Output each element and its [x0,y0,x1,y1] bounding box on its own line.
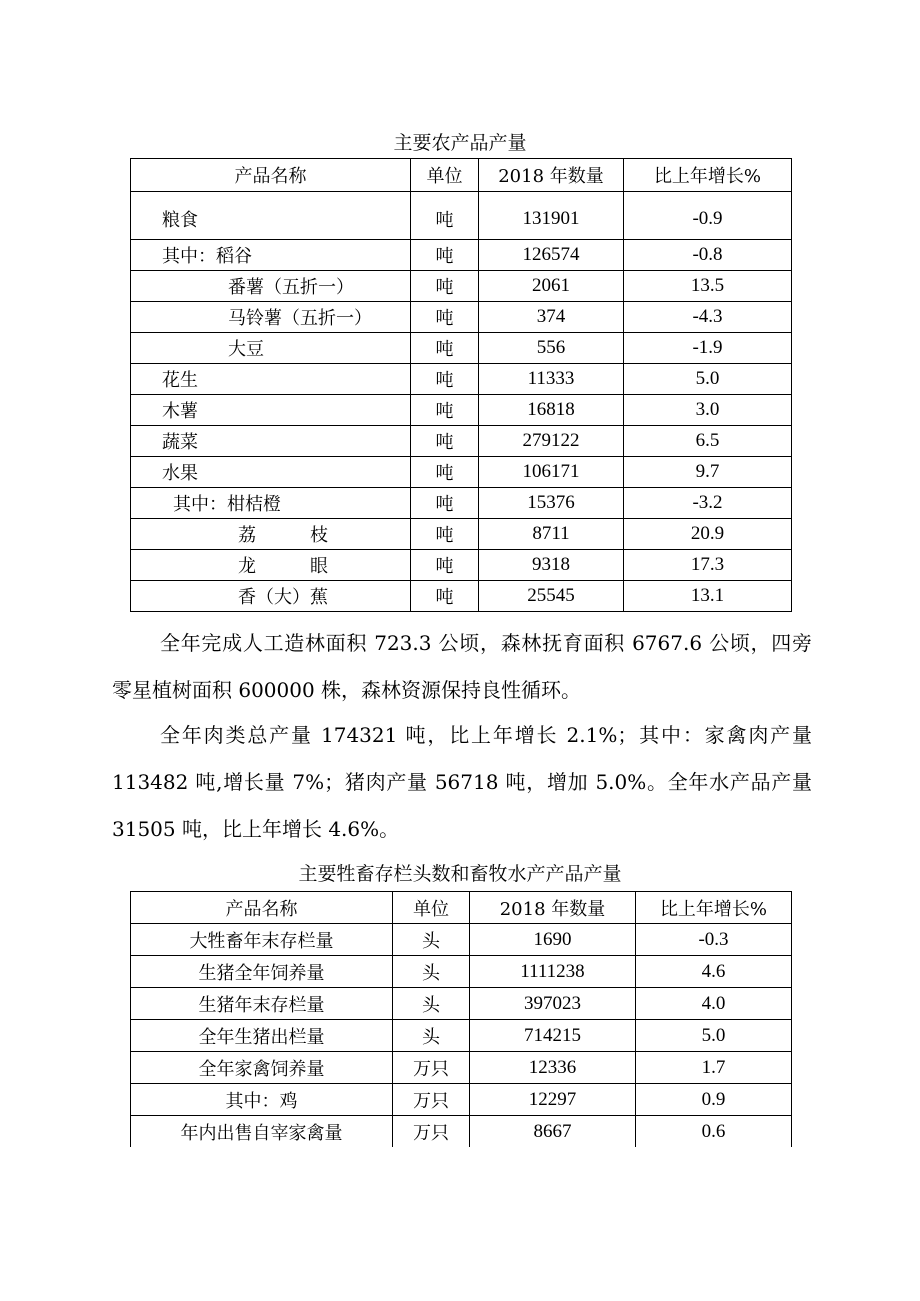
paragraph-forestry: 全年完成人工造林面积 723.3 公顷，森林抚育面积 6767.6 公顷，四旁零星植树面积 600000 株，森林资源保持良性循环。 [112,631,812,702]
cell-unit: 吨 [411,426,479,457]
cell-growth: 1.7 [636,1052,792,1084]
cell-product-name: 其中：稻谷 [131,240,411,271]
cell-quantity: 714215 [470,1020,636,1052]
cell-growth: 6.5 [624,426,792,457]
cell-unit: 吨 [411,333,479,364]
table-row [131,519,792,550]
table-row [131,988,792,1020]
cell-product-name: 荔 枝 [131,519,411,550]
table-row [131,488,792,519]
cell-product-name: 生猪全年饲养量 [131,956,393,988]
cell-unit: 万只 [393,1052,470,1084]
header-quantity: 2018 年数量 [470,892,636,924]
table-row [131,426,792,457]
table-row [131,302,792,333]
cell-growth: 5.0 [636,1020,792,1052]
cell-product-name: 番薯（五折一） [131,271,411,302]
table-row [131,1116,792,1148]
cell-quantity: 126574 [479,240,624,271]
cell-product-name: 蔬菜 [131,426,411,457]
cell-growth: -1.9 [624,333,792,364]
cell-quantity: 279122 [479,426,624,457]
cell-product-name: 大豆 [131,333,411,364]
header-growth: 比上年增长% [636,892,792,924]
table-row [131,1020,792,1052]
cell-quantity: 131901 [479,192,624,240]
cell-product-name: 马铃薯（五折一） [131,302,411,333]
cell-product-name: 年内出售自宰家禽量 [131,1116,393,1148]
cell-growth: 17.3 [624,550,792,581]
table-title-livestock: 主要牲畜存栏头数和畜牧水产产品产量 [298,863,622,885]
header-growth: 比上年增长% [624,159,792,192]
cell-unit: 头 [393,956,470,988]
cell-growth: 0.6 [636,1116,792,1148]
cell-unit: 吨 [411,395,479,426]
table-row [131,924,792,956]
table-row [131,333,792,364]
cell-growth: 0.9 [636,1084,792,1116]
cell-unit: 吨 [411,364,479,395]
table-header-row [131,892,792,924]
table-row [131,192,792,240]
cell-quantity: 8711 [479,519,624,550]
cell-unit: 万只 [393,1084,470,1116]
header-unit: 单位 [411,159,479,192]
cell-quantity: 12336 [470,1052,636,1084]
cell-quantity: 397023 [470,988,636,1020]
cell-quantity: 15376 [479,488,624,519]
cell-product-name: 全年家禽饲养量 [131,1052,393,1084]
table-row [131,395,792,426]
table-row [131,457,792,488]
header-quantity: 2018 年数量 [479,159,624,192]
cell-product-name: 水果 [131,457,411,488]
cell-unit: 吨 [411,581,479,612]
cell-quantity: 25545 [479,581,624,612]
crop-output-table [130,158,792,612]
cell-growth: -3.2 [624,488,792,519]
header-product-name: 产品名称 [131,159,411,192]
cell-quantity: 556 [479,333,624,364]
table-row [131,1052,792,1084]
cell-unit: 吨 [411,550,479,581]
cell-quantity: 16818 [479,395,624,426]
cell-product-name: 香（大）蕉 [131,581,411,612]
cell-growth: 5.0 [624,364,792,395]
cell-growth: 9.7 [624,457,792,488]
cell-quantity: 9318 [479,550,624,581]
cell-growth: -4.3 [624,302,792,333]
cell-quantity: 106171 [479,457,624,488]
cell-product-name: 粮食 [131,192,411,240]
cell-product-name: 生猪年末存栏量 [131,988,393,1020]
header-product-name: 产品名称 [131,892,393,924]
cell-product-name: 其中：鸡 [131,1084,393,1116]
table-row [131,240,792,271]
cell-quantity: 374 [479,302,624,333]
cell-growth: 13.1 [624,581,792,612]
cell-unit: 吨 [411,302,479,333]
cell-growth: -0.9 [624,192,792,240]
table-title-crops: 主要农产品产量 [393,132,527,154]
table-header-row [131,159,792,192]
cell-growth: 20.9 [624,519,792,550]
table-row [131,1084,792,1116]
paragraph-meat-output: 全年肉类总产量 174321 吨，比上年增长 2.1%；其中：家禽肉产量 113482 吨,增长量 7%；猪肉产量 56718 吨，增加 5.0%。全年水产品产量 31505 吨，比上年增长 4.6%。 [112,723,812,841]
cell-unit: 头 [393,988,470,1020]
cell-unit: 万只 [393,1116,470,1148]
cell-quantity: 11333 [479,364,624,395]
cell-growth: 4.0 [636,988,792,1020]
cell-product-name: 花生 [131,364,411,395]
cell-unit: 头 [393,1020,470,1052]
cell-unit: 吨 [411,240,479,271]
cell-unit: 吨 [411,271,479,302]
cell-quantity: 1690 [470,924,636,956]
cell-growth: -0.8 [624,240,792,271]
cell-growth: 13.5 [624,271,792,302]
cell-unit: 吨 [411,519,479,550]
cell-quantity: 1111238 [470,956,636,988]
table-row [131,581,792,612]
cell-growth: -0.3 [636,924,792,956]
cell-unit: 头 [393,924,470,956]
cell-unit: 吨 [411,457,479,488]
header-unit: 单位 [393,892,470,924]
cell-quantity: 12297 [470,1084,636,1116]
cell-quantity: 2061 [479,271,624,302]
cell-product-name: 木薯 [131,395,411,426]
cell-product-name: 龙 眼 [131,550,411,581]
table-row [131,271,792,302]
table-row [131,364,792,395]
cell-product-name: 大牲畜年末存栏量 [131,924,393,956]
table-row [131,550,792,581]
cell-quantity: 8667 [470,1116,636,1148]
cell-growth: 3.0 [624,395,792,426]
table-row [131,956,792,988]
cell-product-name: 全年生猪出栏量 [131,1020,393,1052]
cell-unit: 吨 [411,488,479,519]
cell-product-name: 其中：柑桔橙 [131,488,411,519]
cell-growth: 4.6 [636,956,792,988]
livestock-output-table [130,891,792,1147]
cell-unit: 吨 [411,192,479,240]
